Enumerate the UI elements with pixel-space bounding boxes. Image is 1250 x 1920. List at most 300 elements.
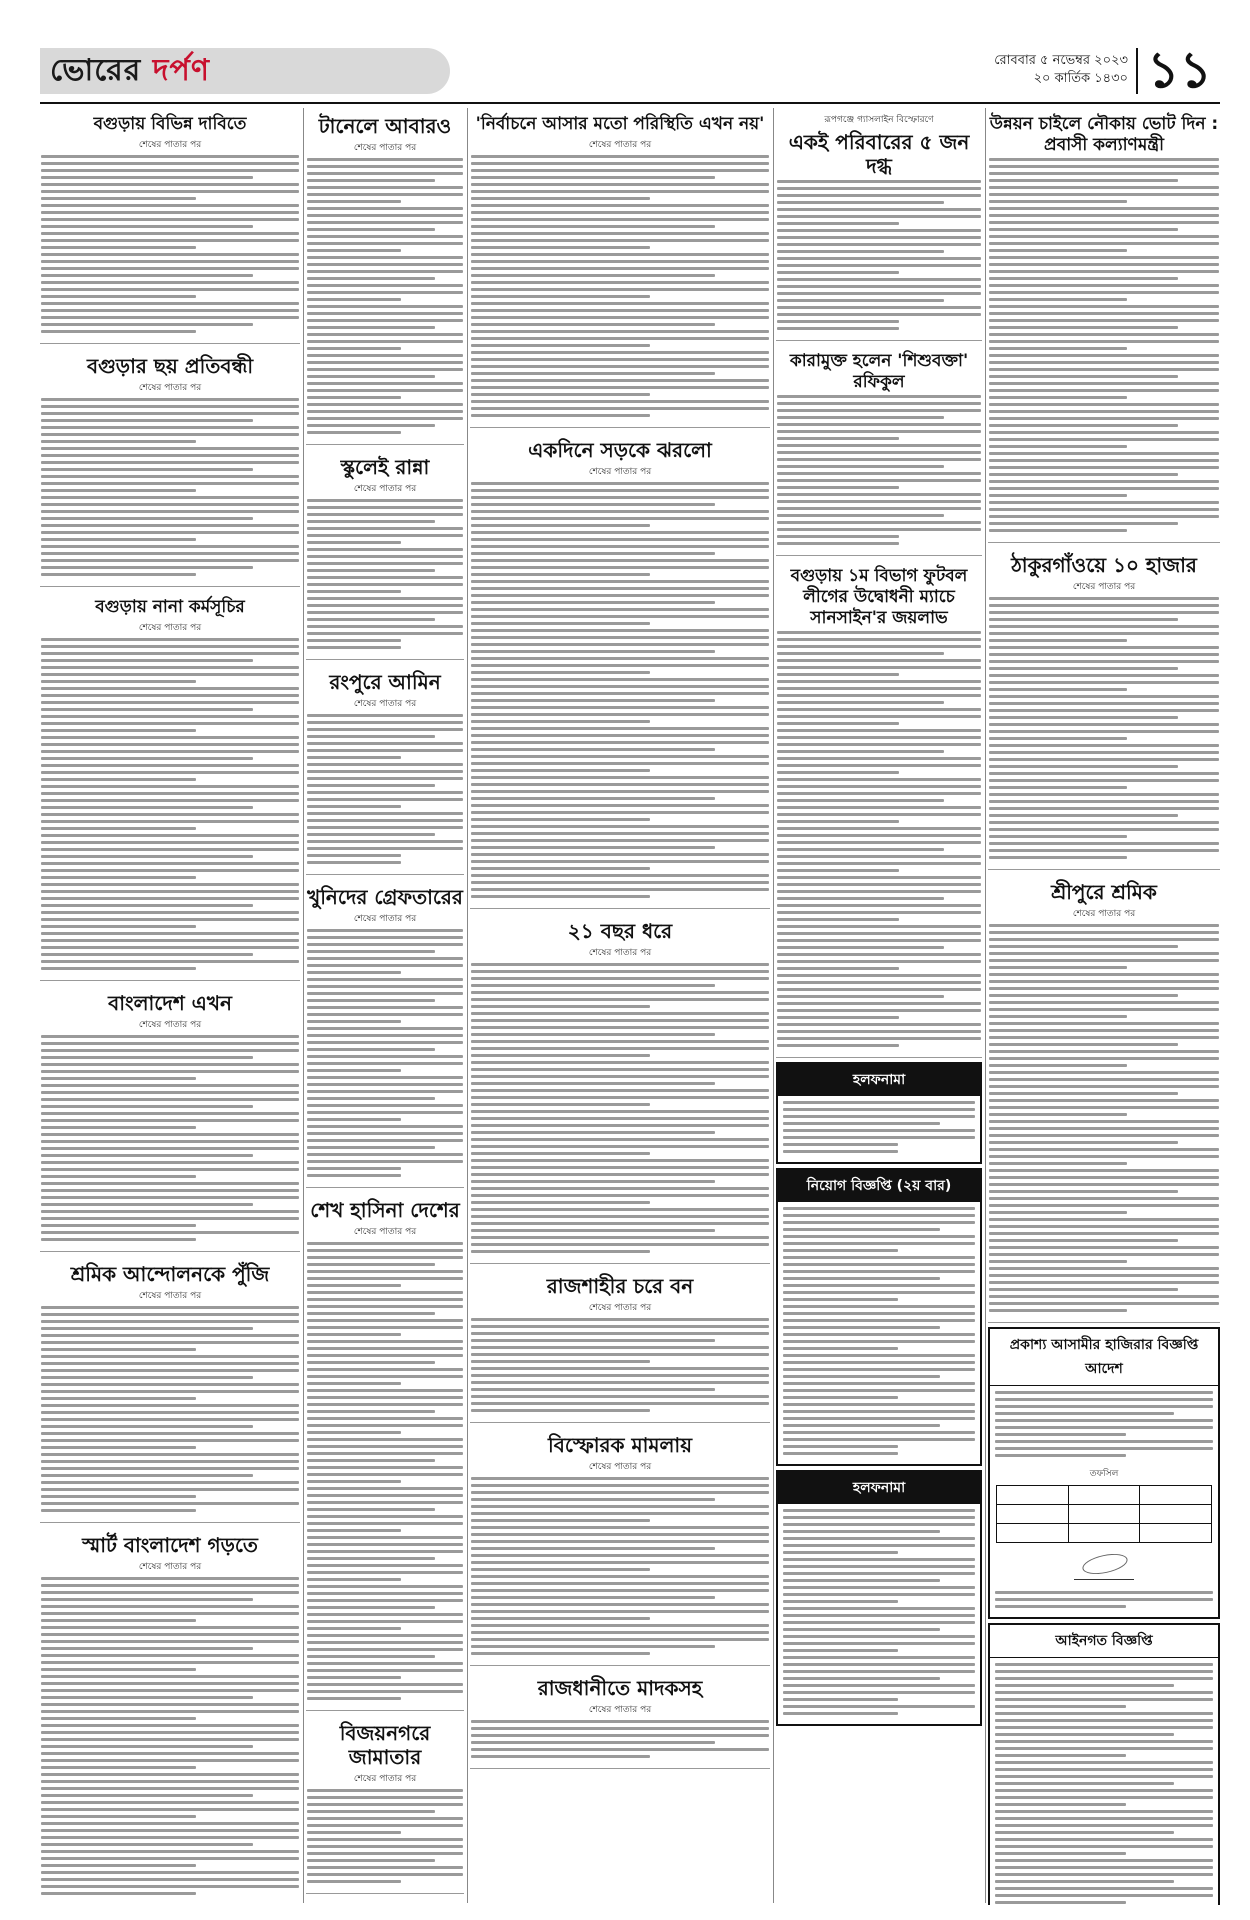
text-line <box>307 1508 435 1511</box>
text-line <box>995 1810 1213 1813</box>
text-line <box>41 1878 299 1881</box>
article <box>470 1670 770 1769</box>
text-line <box>777 514 944 517</box>
text-line <box>783 1677 940 1680</box>
text-line <box>307 1473 463 1476</box>
text-line <box>41 1509 196 1512</box>
article <box>470 1427 770 1666</box>
text-line <box>307 368 463 371</box>
text-line <box>41 1502 299 1505</box>
text-line <box>471 1103 650 1106</box>
article-headline: বিজয়নগরে জামাতার <box>339 1721 431 1769</box>
text-line <box>41 1647 253 1650</box>
text-line <box>41 302 299 305</box>
text-line <box>989 800 1219 803</box>
text-line <box>777 855 981 858</box>
text-line <box>41 288 299 291</box>
article <box>776 560 982 1058</box>
text-line <box>471 1229 715 1232</box>
logo-text-part1: ভোরের <box>50 53 142 88</box>
text-line <box>307 312 463 315</box>
text-line <box>307 396 401 399</box>
text-line <box>471 762 769 765</box>
text-line <box>41 911 299 914</box>
text-line <box>777 890 981 893</box>
text-line <box>41 1710 299 1713</box>
text-line <box>777 645 981 648</box>
text-line <box>41 218 299 221</box>
text-line <box>777 750 944 753</box>
text-line <box>41 1801 299 1804</box>
text-line <box>41 281 299 284</box>
text-line <box>777 701 944 704</box>
text-line <box>989 340 1219 343</box>
text-line <box>471 260 769 263</box>
text-line <box>989 1141 1178 1144</box>
text-line <box>995 1405 1213 1408</box>
text-line <box>471 678 769 681</box>
text-line <box>41 1703 299 1706</box>
text-line <box>41 659 253 662</box>
text-line <box>989 466 1219 469</box>
text-line <box>783 1319 975 1322</box>
text-line <box>777 1044 899 1047</box>
text-line <box>307 1284 401 1287</box>
text-line <box>307 1403 463 1406</box>
text-line <box>307 527 463 530</box>
text-line <box>41 260 299 263</box>
article-body <box>306 714 464 864</box>
text-line <box>307 742 463 745</box>
text-line <box>783 1256 975 1259</box>
text-line <box>989 688 1127 691</box>
text-line <box>307 1333 401 1336</box>
text-line <box>307 646 401 649</box>
text-line <box>41 1836 299 1839</box>
text-line <box>777 222 899 225</box>
text-line <box>307 1291 463 1294</box>
text-line <box>995 1894 1213 1897</box>
text-line <box>471 1047 769 1050</box>
text-line <box>41 1362 299 1365</box>
text-line <box>307 165 463 168</box>
text-line <box>777 988 981 991</box>
text-line <box>989 1197 1219 1200</box>
text-line <box>307 1270 463 1273</box>
text-line <box>41 960 299 963</box>
text-line <box>471 190 769 193</box>
text-line <box>989 1001 1219 1004</box>
text-line <box>783 1340 975 1343</box>
text-line <box>783 1403 975 1406</box>
text-line <box>41 1355 299 1358</box>
text-line <box>307 1627 401 1630</box>
text-line <box>471 281 769 284</box>
continued-note: শেষের পাতার পর <box>138 623 202 633</box>
text-line <box>41 1495 196 1498</box>
text-line <box>989 431 1219 434</box>
affidavit-title: হলফনামা <box>778 1064 980 1096</box>
text-line <box>471 379 769 382</box>
text-line <box>471 1089 769 1092</box>
text-line <box>471 1624 769 1627</box>
text-line <box>777 904 981 907</box>
article-body <box>40 1035 300 1241</box>
text-line <box>307 1375 463 1378</box>
text-line <box>989 1225 1219 1228</box>
text-line <box>307 207 463 210</box>
text-line <box>307 1167 401 1170</box>
text-line <box>471 1734 769 1737</box>
text-line <box>41 1119 299 1122</box>
text-line <box>471 797 715 800</box>
text-line <box>471 372 715 375</box>
text-line <box>989 856 1127 859</box>
text-line <box>307 1571 463 1574</box>
text-line <box>995 1880 1174 1883</box>
text-line <box>41 652 299 655</box>
text-line <box>41 1864 196 1867</box>
text-line <box>777 911 981 914</box>
text-line <box>471 1131 715 1134</box>
text-line <box>41 1077 196 1080</box>
article-headline: শ্রমিক আন্দোলনকে পুঁজি <box>70 1262 270 1286</box>
text-line <box>307 985 463 988</box>
text-line <box>471 155 769 158</box>
text-line <box>41 1675 299 1678</box>
text-line <box>471 552 715 555</box>
column-1 <box>40 108 300 1905</box>
article-body <box>306 158 464 434</box>
text-line <box>471 825 769 828</box>
text-line <box>989 235 1219 238</box>
text-line <box>41 1126 196 1129</box>
text-line <box>989 709 1219 712</box>
text-line <box>989 221 1219 224</box>
text-line <box>471 699 715 702</box>
legal-notice <box>988 1623 1220 1905</box>
text-line <box>41 1397 196 1400</box>
text-line <box>783 1375 940 1378</box>
text-line <box>777 187 981 190</box>
text-line <box>307 179 435 182</box>
column-rule <box>773 108 774 1903</box>
text-line <box>307 1125 463 1128</box>
text-line <box>307 1550 463 1553</box>
article-headline: বাংলাদেশ এখন <box>108 991 232 1015</box>
text-line <box>307 1564 463 1567</box>
text-line <box>471 524 650 527</box>
text-line <box>41 1210 299 1213</box>
text-line <box>41 1738 299 1741</box>
text-line <box>989 347 1127 350</box>
text-line <box>41 461 299 464</box>
text-line <box>41 778 196 781</box>
article <box>470 432 770 909</box>
text-line <box>471 1367 769 1370</box>
text-line <box>41 1640 299 1643</box>
continued-note: শেষের পাতার পর <box>138 383 202 393</box>
text-line <box>41 729 196 732</box>
text-line <box>307 833 435 836</box>
text-line <box>41 1098 299 1101</box>
article <box>306 1192 464 1711</box>
text-line <box>41 267 299 270</box>
text-line <box>989 1190 1178 1193</box>
text-line <box>471 970 769 973</box>
text-line <box>989 716 1178 719</box>
article <box>988 547 1220 870</box>
text-line <box>995 1761 1213 1764</box>
text-line <box>777 764 981 767</box>
text-line <box>995 1901 1126 1904</box>
text-line <box>989 403 1219 406</box>
text-line <box>471 573 650 576</box>
text-line <box>471 218 769 221</box>
text-line <box>471 1491 769 1494</box>
text-line <box>989 1211 1127 1214</box>
text-line <box>989 333 1219 336</box>
text-line <box>989 1246 1219 1249</box>
text-line <box>783 1614 975 1617</box>
text-line <box>777 306 981 309</box>
text-line <box>989 305 1219 308</box>
article-body <box>306 499 464 649</box>
text-line <box>41 419 253 422</box>
text-line <box>41 869 299 872</box>
text-line <box>783 1438 975 1441</box>
continued-note: শেষের পাতার পর <box>1072 582 1136 592</box>
text-line <box>307 950 435 953</box>
text-line <box>307 784 435 787</box>
article-body <box>470 482 770 898</box>
text-line <box>777 1009 981 1012</box>
continued-note: শেষের পাতার পর <box>588 1462 652 1472</box>
text-line <box>307 1487 463 1490</box>
text-line <box>995 1796 1213 1799</box>
article <box>306 664 464 875</box>
text-line <box>41 1383 299 1386</box>
text-line <box>471 566 769 569</box>
text-line <box>989 193 1219 196</box>
text-line <box>471 1250 650 1253</box>
text-line <box>777 834 981 837</box>
text-line <box>41 309 299 312</box>
text-line <box>783 1530 940 1533</box>
text-line <box>783 1424 940 1427</box>
text-line <box>777 897 944 900</box>
text-line <box>777 715 981 718</box>
text-line <box>471 1236 769 1239</box>
article-headline: উন্নয়ন চাইলে নৌকায় ভোট দিন : প্রবাসী কল্যাণমন্ত্রী <box>989 114 1219 155</box>
text-line <box>41 1689 299 1692</box>
text-line <box>989 1274 1219 1277</box>
text-line <box>989 1015 1127 1018</box>
text-line <box>989 1295 1219 1298</box>
text-line <box>783 1593 975 1596</box>
text-line <box>471 295 650 298</box>
text-line <box>995 1845 1213 1848</box>
text-line <box>41 785 299 788</box>
text-line <box>471 517 769 520</box>
text-line <box>307 1445 463 1448</box>
text-line <box>471 302 769 305</box>
text-line <box>777 313 981 316</box>
text-line <box>307 256 463 259</box>
text-line <box>41 1140 299 1143</box>
text-line <box>471 1054 650 1057</box>
text-line <box>307 1069 401 1072</box>
text-line <box>777 722 899 725</box>
text-line <box>307 1020 401 1023</box>
text-line <box>41 1773 299 1776</box>
text-line <box>307 1873 463 1876</box>
text-line <box>41 197 196 200</box>
text-line <box>777 229 981 232</box>
text-line <box>989 931 1219 934</box>
text-line <box>41 440 196 443</box>
article-headline: স্মার্ট বাংলাদেশ গড়তে <box>82 1533 258 1557</box>
text-line <box>471 1159 769 1162</box>
text-line <box>41 764 299 767</box>
text-line <box>989 821 1219 824</box>
text-line <box>783 1649 898 1652</box>
text-line <box>41 538 196 541</box>
text-line <box>995 1691 1213 1694</box>
text-line <box>41 722 299 725</box>
text-line <box>471 1755 650 1758</box>
text-line <box>41 1453 299 1456</box>
text-line <box>995 1747 1213 1750</box>
text-line <box>471 358 769 361</box>
article-body <box>988 597 1220 859</box>
text-line <box>777 201 944 204</box>
text-line <box>307 604 463 607</box>
text-line <box>995 1754 1126 1757</box>
text-line <box>307 410 463 413</box>
text-line <box>471 1026 769 1029</box>
continued-note: শেষের পাতার পর <box>588 1705 652 1715</box>
text-line <box>995 1866 1213 1869</box>
text-line <box>471 998 769 1001</box>
text-line <box>471 1019 769 1022</box>
text-line <box>989 256 1219 259</box>
text-line <box>471 344 650 347</box>
text-line <box>995 1887 1213 1890</box>
text-line <box>989 1260 1127 1263</box>
text-line <box>307 791 463 794</box>
text-line <box>471 769 650 772</box>
text-line <box>471 685 769 688</box>
text-line <box>41 1439 299 1442</box>
text-line <box>989 945 1178 948</box>
text-line <box>307 1076 463 1079</box>
text-line <box>307 1606 435 1609</box>
text-line <box>307 847 463 850</box>
text-line <box>783 1445 898 1448</box>
text-line <box>995 1698 1213 1701</box>
text-line <box>995 1824 1213 1827</box>
article <box>306 879 464 1188</box>
text-line <box>777 883 981 886</box>
text-line <box>989 291 1219 294</box>
text-line <box>777 932 981 935</box>
text-line <box>41 552 299 555</box>
text-line <box>41 673 299 676</box>
text-line <box>777 694 981 697</box>
text-line <box>307 611 463 614</box>
text-line <box>471 895 650 898</box>
text-line <box>41 1334 299 1337</box>
text-line <box>41 398 299 401</box>
text-line <box>307 798 463 801</box>
text-line <box>41 918 299 921</box>
text-line <box>307 534 463 537</box>
text-line <box>783 1129 975 1132</box>
text-line <box>471 1727 769 1730</box>
text-line <box>989 410 1219 413</box>
text-line <box>41 701 299 704</box>
text-line <box>783 1108 975 1111</box>
continued-note: শেষের পাতার পর <box>138 1291 202 1301</box>
text-line <box>989 319 1219 322</box>
text-line <box>41 510 299 513</box>
article-headline: বগুড়ায় ১ম বিভাগ ফুটবল লীগের উদ্বোধনী ম্যাচে সানসাইন'র জয়লাভ <box>790 566 968 628</box>
text-line <box>777 995 944 998</box>
text-line <box>989 1106 1219 1109</box>
text-line <box>471 1124 769 1127</box>
text-line <box>307 1340 463 1343</box>
continued-note: শেষের পাতার পর <box>588 140 652 150</box>
text-line <box>307 1803 463 1806</box>
text-line <box>471 274 715 277</box>
text-line <box>995 1775 1213 1778</box>
text-line <box>989 396 1127 399</box>
text-line <box>783 1263 975 1266</box>
text-line <box>307 1062 463 1065</box>
text-line <box>783 1242 975 1245</box>
text-line <box>777 652 944 655</box>
text-line <box>995 1740 1213 1743</box>
text-line <box>41 274 253 277</box>
text-line <box>471 267 769 270</box>
text-line <box>989 445 1127 448</box>
text-line <box>471 1012 769 1015</box>
text-line <box>307 854 401 857</box>
article-body <box>776 180 982 330</box>
text-line <box>989 522 1178 525</box>
text-line <box>41 475 299 478</box>
text-line <box>989 1253 1219 1256</box>
text-line <box>41 1577 299 1580</box>
text-line <box>783 1572 975 1575</box>
text-line <box>41 225 253 228</box>
article-headline: কারামুক্ত হলেন 'শিশুবক্তা' রফিকুল <box>789 351 969 392</box>
text-line <box>41 806 253 809</box>
affidavit-notice-2 <box>776 1470 982 1726</box>
text-line <box>41 1780 299 1783</box>
text-line <box>471 594 769 597</box>
text-line <box>989 849 1219 852</box>
text-line <box>307 826 463 829</box>
text-line <box>471 1353 769 1356</box>
continued-note: শেষের পাতার পর <box>353 699 417 709</box>
column-3 <box>470 108 770 1773</box>
text-line <box>41 1341 299 1344</box>
text-line <box>989 828 1219 831</box>
article <box>776 345 982 556</box>
text-line <box>989 1043 1178 1046</box>
